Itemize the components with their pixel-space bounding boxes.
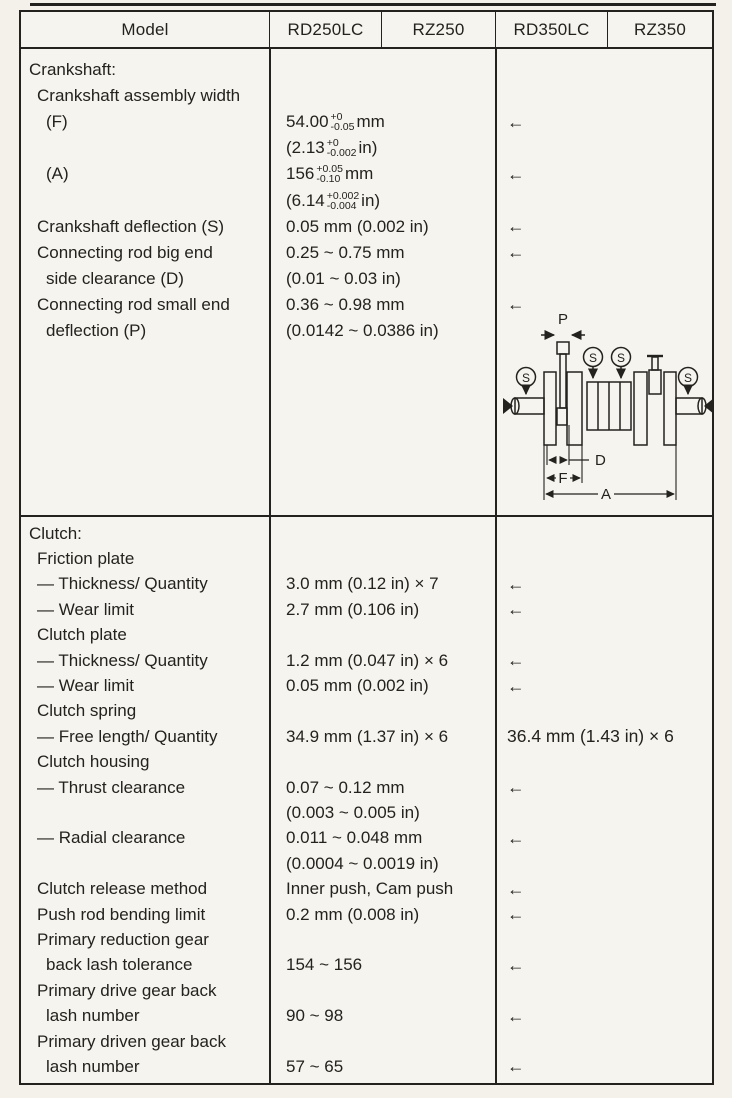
spec-label: — Wear limit: [37, 599, 134, 619]
clutch-section: [21, 517, 712, 1080]
spec-label: Primary driven gear back: [37, 1031, 226, 1051]
carryover-value: ←: [507, 827, 525, 848]
carryover-value: [495, 57, 712, 83]
value-text: 90 ~ 98: [286, 1006, 344, 1026]
carryover-value: [495, 800, 712, 825]
dial-gauge-icon: [612, 348, 631, 379]
spec-value: [269, 546, 495, 571]
a-dimension: [546, 486, 674, 503]
table-row: [21, 546, 712, 571]
table-row: [21, 521, 712, 546]
carryover-value: [495, 699, 712, 724]
spec-value: [269, 1003, 495, 1028]
table-row: [21, 927, 712, 952]
carryover-value: ←: [507, 573, 525, 594]
spec-value: [269, 927, 495, 952]
spec-value: [269, 800, 495, 825]
carryover-value: [495, 135, 712, 161]
spec-label: [21, 135, 269, 161]
header-model: Model: [121, 19, 169, 39]
table-row: [21, 109, 712, 135]
table-row: [21, 673, 712, 698]
spec-label: Clutch spring: [37, 701, 137, 721]
flywheel-plate: [544, 372, 556, 445]
spec-value: [269, 597, 495, 622]
carryover-value: [495, 750, 712, 775]
tolerance-upper: +0.002: [326, 189, 360, 202]
f-dimension: [547, 470, 580, 487]
carryover-value: [495, 623, 712, 648]
spec-label: back lash tolerance: [46, 955, 193, 975]
spec-label: Primary drive gear back: [37, 980, 217, 1000]
spec-label: — Thickness/ Quantity: [37, 574, 208, 594]
spec-label: Connecting rod small end: [37, 294, 230, 314]
spec-label: Primary reduction gear: [37, 929, 209, 949]
spec-label: Connecting rod big end: [37, 242, 213, 262]
spec-label: — Thrust clearance: [37, 777, 186, 797]
spec-value: [269, 902, 495, 927]
value-text: 3.0 mm (0.12 in) × 7: [286, 574, 439, 594]
spec-label: Clutch housing: [37, 752, 150, 772]
carryover-value: 36.4 mm (1.43 in) × 6: [507, 726, 674, 747]
table-row: [21, 648, 712, 673]
table-row: [21, 266, 712, 292]
tolerance-upper: +0: [330, 111, 343, 124]
d-label: D: [595, 452, 606, 469]
tolerance-unit: mm: [356, 112, 385, 132]
spec-label: [21, 800, 269, 825]
dial-gauge-icon: [679, 368, 698, 395]
spec-label: [21, 187, 269, 213]
tolerance-unit: in): [358, 138, 378, 158]
tolerance-lower: -0.004: [326, 199, 357, 212]
right-shaft: [676, 398, 714, 414]
carryover-value: ←: [507, 878, 525, 899]
carryover-value: ←: [507, 163, 525, 184]
dial-gauge-icon: [517, 368, 536, 395]
carryover-value: [495, 187, 712, 213]
table-row: [21, 800, 712, 825]
carryover-value: ←: [507, 111, 525, 132]
table-row: [21, 161, 712, 187]
table-row: [21, 750, 712, 775]
tolerance-stack: [331, 112, 355, 132]
header-col-rd250lc: RD250LC: [269, 12, 381, 47]
spec-value: [269, 292, 495, 318]
tolerance-lower: -0.002: [326, 147, 357, 160]
table-row: [21, 57, 712, 83]
spec-value: [269, 214, 495, 240]
tolerance-base: 54.00: [286, 112, 329, 132]
column-divider: [495, 47, 497, 1083]
table-row: [21, 597, 712, 622]
spec-label: Push rod bending limit: [37, 904, 206, 924]
spec-value: [269, 851, 495, 876]
spec-label: (F): [46, 112, 68, 132]
table-row: [21, 1003, 712, 1028]
crankshaft-diagram: [497, 304, 729, 506]
column-divider: [269, 47, 271, 1083]
spec-value: [269, 572, 495, 597]
spec-value: [269, 826, 495, 851]
value-text: 0.2 mm (0.008 in): [286, 904, 420, 924]
table-header: [21, 12, 712, 49]
tolerance-lower: -0.05: [330, 121, 355, 134]
spec-value: [269, 724, 495, 749]
left-shaft: [503, 398, 544, 414]
spec-value: [269, 240, 495, 266]
gauge-label: S: [588, 351, 598, 365]
spec-label: (A): [46, 164, 69, 184]
tolerance-unit: in): [361, 190, 381, 210]
carryover-value: [495, 521, 712, 546]
header-col-rz250: RZ250: [381, 12, 495, 47]
tolerance-base: (2.13: [286, 138, 325, 158]
spec-value: [269, 318, 495, 344]
value-text: (0.01 ~ 0.03 in): [286, 268, 401, 288]
carryover-value: [495, 978, 712, 1003]
tolerance-upper: +0.05: [316, 163, 343, 176]
carryover-value: ←: [507, 294, 525, 315]
table-row: [21, 135, 712, 161]
gauge-label: S: [683, 371, 693, 385]
table-row: [21, 826, 712, 851]
value-text: 0.011 ~ 0.048 mm: [286, 828, 423, 848]
small-rod: [647, 356, 663, 394]
tolerance-base: 156: [286, 164, 315, 184]
tolerance-stack: [316, 164, 343, 184]
d-dimension: [549, 452, 606, 469]
carryover-value: [495, 83, 712, 109]
table-row: [21, 623, 712, 648]
spec-value: [269, 673, 495, 698]
carryover-value: [495, 851, 712, 876]
table-row: [21, 572, 712, 597]
tolerance-unit: mm: [344, 164, 374, 184]
table-row: [21, 978, 712, 1003]
spec-label: Clutch plate: [37, 625, 127, 645]
table-row: [21, 187, 712, 213]
value-text: 0.05 mm (0.002 in): [286, 216, 429, 236]
carryover-value: ←: [507, 675, 525, 696]
spec-label: side clearance (D): [46, 268, 184, 288]
table-row: [21, 775, 712, 800]
spec-label: — Thickness/ Quantity: [37, 650, 208, 670]
table-row: [21, 876, 712, 901]
spec-label: — Free length/ Quantity: [37, 726, 218, 746]
header-col-rd350lc: RD350LC: [495, 12, 607, 47]
gauge-label: S: [521, 371, 531, 385]
value-text: (0.0004 ~ 0.0019 in): [286, 853, 439, 873]
spec-value: [269, 521, 495, 546]
spec-label: — Radial clearance: [37, 828, 186, 848]
value-text: 154 ~ 156: [286, 955, 363, 975]
table-row: [21, 83, 712, 109]
spec-value: [269, 161, 495, 187]
carryover-value: ←: [507, 216, 525, 237]
value-text: 1.2 mm (0.047 in) × 6: [286, 650, 449, 670]
carryover-value: ←: [507, 242, 525, 263]
spec-label: Clutch release method: [37, 879, 208, 899]
dial-gauge-icon: [584, 348, 603, 379]
spec-value: [269, 953, 495, 978]
table-row: [21, 953, 712, 978]
carryover-value: ←: [507, 954, 525, 975]
spec-table: [19, 10, 714, 1085]
value-text: 0.36 ~ 0.98 mm: [286, 294, 405, 314]
header-col-rz350: RZ350: [607, 12, 712, 47]
carryover-value: ←: [507, 904, 525, 925]
carryover-value: ←: [507, 1056, 525, 1077]
carryover-value: [495, 927, 712, 952]
gauge-label: S: [616, 351, 626, 365]
table-row: [21, 1054, 712, 1079]
carryover-value: ←: [507, 650, 525, 671]
a-label: A: [600, 486, 612, 503]
tolerance-stack: [327, 191, 359, 211]
table-row: [21, 699, 712, 724]
spec-value: [269, 83, 495, 109]
carryover-value: [495, 1029, 712, 1054]
spec-value: [269, 57, 495, 83]
spec-label: — Wear limit: [37, 676, 134, 696]
carryover-value: ←: [507, 1005, 525, 1026]
spec-value: [269, 648, 495, 673]
spec-value: [269, 978, 495, 1003]
carryover-value: ←: [507, 777, 525, 798]
spec-value: [269, 623, 495, 648]
value-text: 34.9 mm (1.37 in) × 6: [286, 726, 449, 746]
spec-label: Clutch:: [29, 523, 82, 543]
spec-value: [269, 187, 495, 213]
tolerance-upper: +0: [326, 137, 339, 150]
value-text: (0.0142 ~ 0.0386 in): [286, 320, 439, 340]
value-text: Inner push, Cam push: [286, 879, 454, 899]
value-text: (0.003 ~ 0.005 in): [286, 802, 420, 822]
carryover-value: [495, 546, 712, 571]
value-text: 0.05 mm (0.002 in): [286, 676, 429, 696]
crank-web-block: [587, 382, 631, 430]
spec-label: lash number: [46, 1056, 140, 1076]
spec-value: [269, 109, 495, 135]
tolerance-base: (6.14: [286, 190, 325, 210]
spec-label: lash number: [46, 1006, 140, 1026]
table-row: [21, 724, 712, 749]
spec-label: Crankshaft:: [29, 60, 116, 80]
table-row: [21, 1029, 712, 1054]
crank-web: [634, 372, 647, 445]
tolerance-stack: [327, 138, 357, 158]
table-row: [21, 240, 712, 266]
spec-value: [269, 1029, 495, 1054]
spec-label: Crankshaft deflection (S): [37, 216, 225, 236]
spec-value: [269, 699, 495, 724]
spec-value: [269, 1054, 495, 1079]
table-row: [21, 851, 712, 876]
value-text: 0.07 ~ 0.12 mm: [286, 777, 405, 797]
carryover-value: ←: [507, 599, 525, 620]
value-text: 2.7 mm (0.106 in): [286, 599, 420, 619]
spec-value: [269, 775, 495, 800]
f-label: F: [558, 470, 568, 487]
spec-value: [269, 135, 495, 161]
p-dimension: [541, 311, 585, 335]
spec-label: [21, 851, 269, 876]
top-rule: [30, 3, 716, 6]
value-text: 0.25 ~ 0.75 mm: [286, 242, 405, 262]
tolerance-lower: -0.10: [316, 173, 341, 186]
spec-label: Crankshaft assembly width: [37, 86, 241, 106]
crank-web: [664, 372, 676, 445]
p-label: P: [557, 311, 569, 328]
spec-value: [269, 750, 495, 775]
table-row: [21, 902, 712, 927]
spec-value: [269, 876, 495, 901]
spec-label: Friction plate: [37, 549, 135, 569]
value-text: 57 ~ 65: [286, 1056, 344, 1076]
spec-label: deflection (P): [46, 320, 147, 340]
spec-value: [269, 266, 495, 292]
table-row: [21, 214, 712, 240]
carryover-value: [495, 266, 712, 292]
